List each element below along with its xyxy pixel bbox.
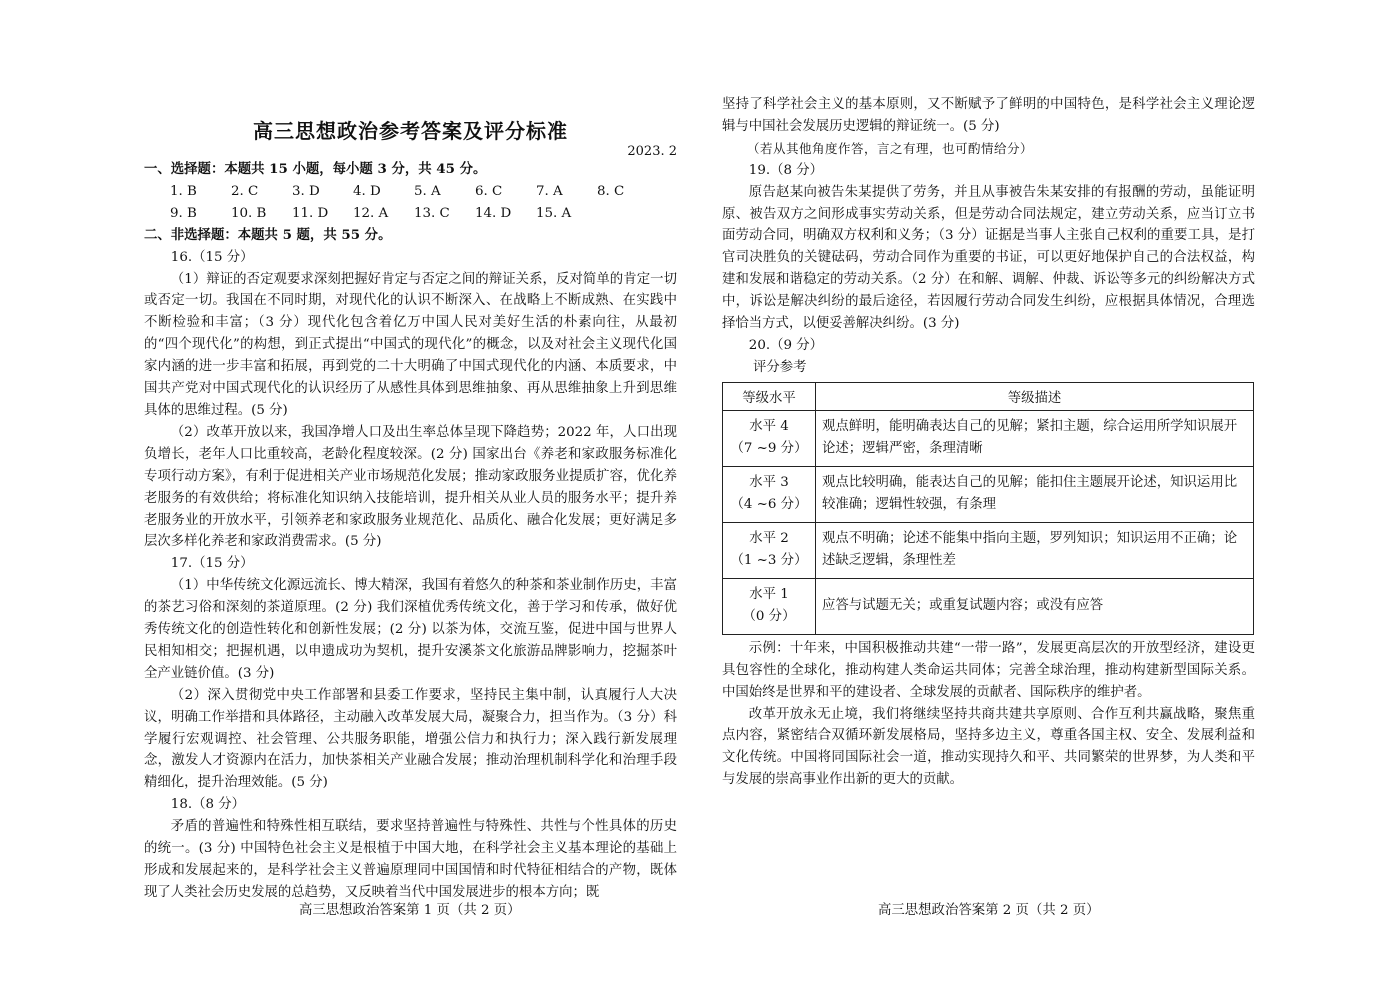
answer-item: 3. D	[292, 183, 320, 199]
answer-item: 6. C	[475, 183, 503, 199]
level-desc: 应答与试题无关；或重复试题内容；或没有应答	[816, 578, 1254, 634]
level-range: （4 ~6 分）	[730, 497, 808, 513]
answer-item: 10. B	[231, 205, 267, 221]
answers-row-1	[144, 181, 677, 203]
level-name: 水平 1	[749, 587, 789, 603]
answer-item: 7. A	[536, 183, 563, 199]
q18-answer-continued: 坚持了科学社会主义的基本原则，又不断赋予了鲜明的中国特色，是科学社会主义理论逻辑与中国社会发展历史逻辑的辩证统一。(5 分)	[722, 97, 1255, 134]
level-desc: 观点鲜明，能明确表达自己的见解；紧扣主题，综合运用所学知识展开论述；逻辑严密，条理清晰	[816, 410, 1254, 466]
level-cell	[723, 578, 816, 634]
answer-item: 14. D	[475, 205, 512, 221]
right-column	[722, 94, 1255, 791]
answer-item: 15. A	[536, 205, 572, 221]
q20-label: 20.（9 分）	[748, 337, 824, 353]
answer-item: 4. D	[353, 183, 381, 199]
q17-label: 17.（15 分）	[170, 556, 254, 572]
level-cell	[723, 410, 816, 466]
level-cell	[723, 466, 816, 522]
q18-answer: 矛盾的普遍性和特殊性相互联结，要求坚持普遍性与特殊性、共性与个性具体的历史的统一。(3 分) 中国特色社会主义是根植于中国大地，在科学社会主义基本理论的基础上形成和发展起来的，是科学社会主义普遍原理同中国国情和时代特征相结合的产物，既体现了人类社会历史发展的总趋势，又反映着当代中国发展进步的根本方向；既	[144, 819, 677, 900]
q19-answer: 原告赵某向被告朱某提供了劳务，并且从事被告朱某安排的有报酬的劳动，虽能证明原、被告双方之间形成事实劳动关系，但是劳动合同法规定，建立劳动关系，应当订立书面劳动合同，明确双方权利和义务；（3 分）证据是当事人主张自己权利的重要工具，是打官司决胜负的关键砝码，劳动合同作为重要的书证，可以更好地保护自己的合法权益，构建和发展和谐稳定的劳动关系。（2 分）在和解、调解、仲裁、诉讼等多元的纠纷解决方式中，诉讼是解决纠纷的最后途径，若因履行劳动合同发生纠纷，应根据具体情况，合理选择恰当方式，以便妥善解决纠纷。(3 分)	[722, 184, 1255, 332]
level-name: 水平 3	[749, 475, 789, 491]
q16-part2: （2）改革开放以来，我国净增人口及出生率总体呈现下降趋势；2022 年，人口出现负增长，老年人口比重较高，老龄化程度较深。(2 分) 国家出台《养老和家政服务标准化专项行动方案》，有利于促进相关产业市场规范化发展；推动家政服务业提质扩容，优化养老服务的有效供给；将标准化知识纳入技能培训，提升相关从业人员的服务水平；提升养老服务业的开放水平，引领养老和家政服务业规范化、品质化、融合化发展；更好满足多层次多样化养老和家政消费需求。(5 分)	[144, 424, 677, 550]
page-title: 高三思想政治参考答案及评分标准	[253, 119, 568, 143]
level-range: （1 ~3 分）	[730, 553, 808, 569]
answer-item: 13. C	[414, 205, 450, 221]
q18-note: （若从其他角度作答，言之有理，也可酌情给分）	[747, 140, 1034, 156]
q17-part2: （2）深入贯彻党中央工作部署和县委工作要求，坚持民主集中制，认真履行人大决议，明确工作举措和具体路径，主动融入改革发展大局，凝聚合力，担当作为。（3 分）科学履行宏观调控、社会管理、公共服务职能，增强公信力和执行力；深入践行新发展理念，激发人才资源内在活力，加快茶相关产业融合发展；推动治理机制科学化和治理手段精细化，提升治理效能。(5 分)	[144, 687, 677, 791]
level-name: 水平 4	[749, 419, 789, 435]
answer-item: 5. A	[414, 183, 441, 199]
rubric-label: 评分参考	[753, 359, 807, 375]
footer-page-1: 高三思想政治答案第 1 页（共 2 页）	[299, 903, 521, 918]
level-range: （0 分）	[742, 609, 796, 625]
table-row	[723, 410, 1254, 466]
rubric-header-row	[723, 382, 1254, 410]
footer-page-2: 高三思想政治答案第 2 页（共 2 页）	[878, 903, 1100, 918]
answer-item: 2. C	[231, 183, 259, 199]
level-desc: 观点不明确；论述不能集中指向主题，罗列知识；知识运用不正确；论述缺乏逻辑，条理性差	[816, 522, 1254, 578]
level-desc: 观点比较明确，能表达自己的见解；能扣住主题展开论述，知识运用比较准确；逻辑性较强，有条理	[816, 466, 1254, 522]
section1-heading: 一、选择题：本题共 15 小题，每小题 3 分，共 45 分。	[144, 161, 487, 177]
q20-example: 示例：十年来，中国积极推动共建“一带一路”，发展更高层次的开放型经济，建设更具包容性的全球化，推动构建人类命运共同体；完善全球治理，推动构建新型国际关系。中国始终是世界和平的建设者、全球发展的贡献者、国际秩序的维护者。	[722, 640, 1255, 700]
level-name: 水平 2	[749, 531, 789, 547]
left-column	[144, 159, 677, 904]
answer-item: 8. C	[597, 183, 625, 199]
table-row	[723, 522, 1254, 578]
answers-row-2	[144, 203, 677, 225]
answer-item: 12. A	[353, 205, 389, 221]
answer-item: 1. B	[170, 183, 197, 199]
q16-label: 16.（15 分）	[170, 249, 254, 265]
header-level: 等级水平	[723, 382, 816, 410]
answer-item: 11. D	[292, 205, 329, 221]
q16-part1: （1）辩证的否定观要求深刻把握好肯定与否定之间的辩证关系，反对简单的肯定一切或否定一切。我国在不同时期，对现代化的认识不断深入、在战略上不断成熟、在实践中不断检验和丰富；（3 分）现代化包含着亿万中国人民对美好生活的朴素向往，从最初的“四个现代化”的构想，到正式提出“中国式的现代化”的概念，以及对社会主义现代化国家内涵的进一步丰富和拓展，再到党的二十大明确了中国式现代化的内涵、本质要求，中国共产党对中国式现代化的认识经历了从感性具体到思维抽象、再从思维抽象上升到思维具体的思维过程。(5 分)	[144, 271, 677, 418]
q17-part1: （1）中华传统文化源远流长、博大精深，我国有着悠久的种茶和茶业制作历史，丰富的茶艺习俗和深刻的茶道原理。(2 分) 我们深植优秀传统文化，善于学习和传承，做好优秀传统文化的创造性转化和创新性发展；(2 分) 以茶为体，交流互鉴，促进中国与世界人民相知相交；把握机遇，以申遗成功为契机，提升安溪茶文化旅游品牌影响力，挖掘茶叶全产业链价值。(3 分)	[144, 578, 677, 681]
section2-heading: 二、非选择题：本题共 5 题，共 55 分。	[144, 226, 392, 243]
header-desc: 等级描述	[816, 382, 1254, 410]
q20-example-continued: 改革开放永无止境，我们将继续坚持共商共建共享原则、合作互利共赢战略，聚焦重点内容，紧密结合双循环新发展格局，坚持多边主义，尊重各国主权、安全、发展利益和文化传统。中国将同国际社会一道，推动实现持久和平、共同繁荣的世界梦，为人类和平与发展的崇高事业作出新的更大的贡献。	[722, 706, 1255, 788]
q18-label: 18.（8 分）	[170, 797, 246, 813]
table-row	[723, 578, 1254, 634]
q19-label: 19.（8 分）	[748, 162, 824, 178]
date: 2023. 2	[627, 144, 677, 159]
table-row	[723, 466, 1254, 522]
level-cell	[723, 522, 816, 578]
answer-item: 9. B	[170, 205, 197, 221]
level-range: （7 ~9 分）	[730, 441, 808, 457]
rubric-table	[722, 382, 1254, 635]
